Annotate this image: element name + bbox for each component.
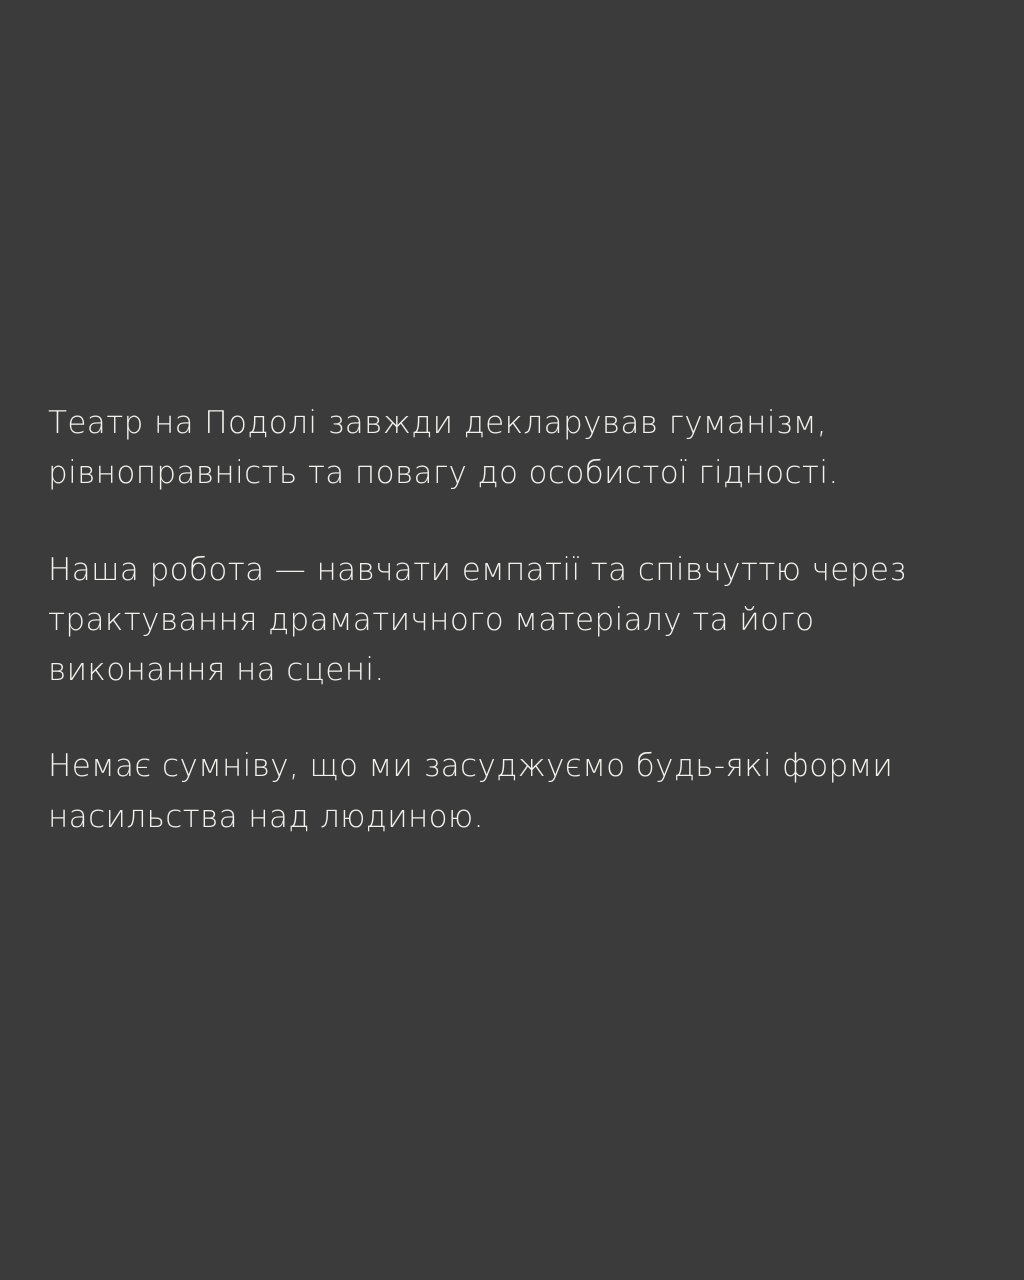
statement-paragraph-3: Немає сумніву, що ми засуджуємо будь-які форми насильства над людиною.: [48, 748, 904, 835]
statement-paragraph-1: Театр на Подолі завжди декларував гуманізм, рівноправність та повагу до особистої гідності.: [48, 405, 839, 492]
statement-text-block: [48, 398, 976, 842]
statement-paragraph-2: Наша робота — навчати емпатії та співчуттю через трактування драматичного матеріалу та його виконання на сцені.: [48, 551, 917, 689]
